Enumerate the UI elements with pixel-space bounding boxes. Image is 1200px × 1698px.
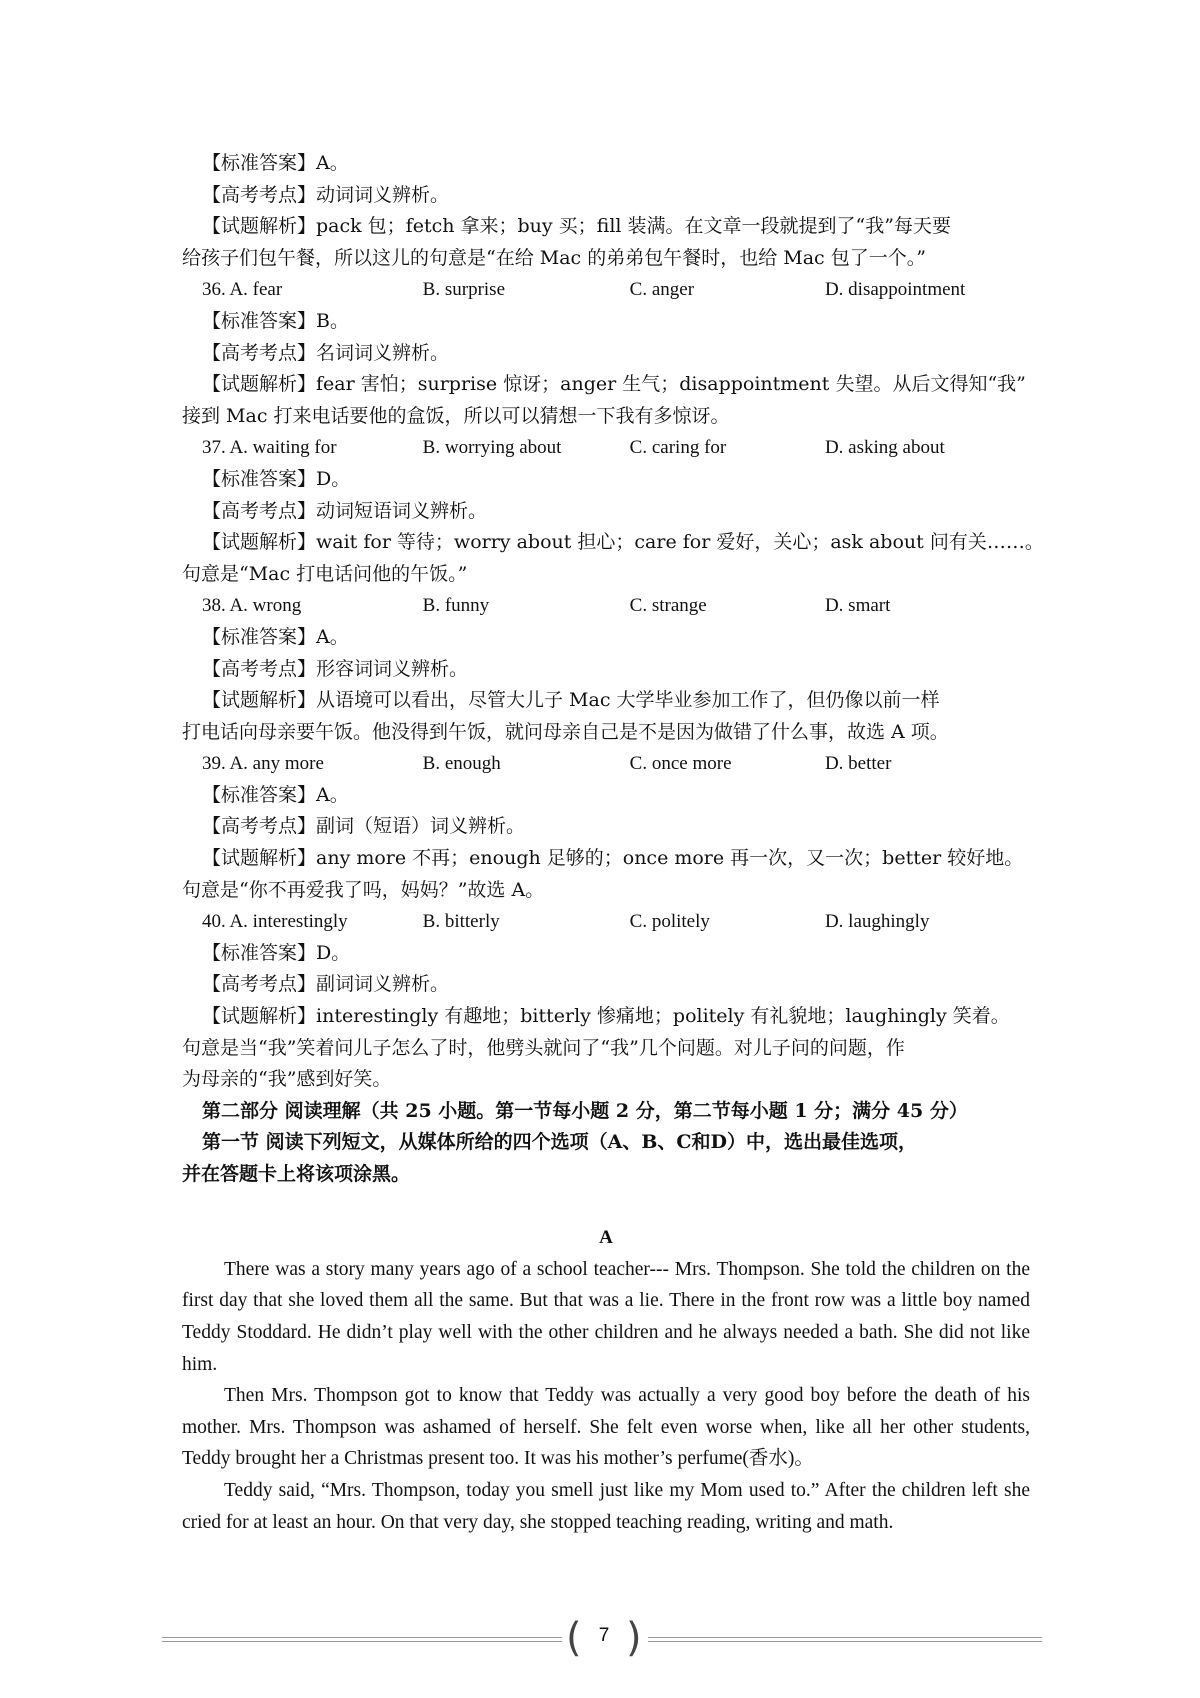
passage-heading: A [599, 1227, 613, 1249]
explanation-line: 【高考考点】副词（短语）词义辨析。 [202, 815, 526, 838]
question-options-row [182, 274, 1030, 306]
option-1: B. enough [422, 753, 501, 775]
option-2: C. strange [629, 595, 707, 617]
option-1: B. bitterly [422, 911, 500, 933]
passage-paragraph: There was a story many years ago of a school teacher--- Mrs. Thompson. She told the children on the first day that she loved them all the same. But that was a lie. There in the front row was a little boy named Teddy Stoddard. He didn’t play well with the other children and he always needed a bath. She did not like him. [182, 1258, 1030, 1375]
explanation-line: 打电话向母亲要午饭。他没得到午饭，就问母亲自己是不是因为做错了什么事，故选 A 项。 [182, 720, 949, 743]
explanation-line: 【高考考点】名词词义辨析。 [202, 341, 450, 364]
option-1: B. surprise [422, 279, 505, 301]
option-0: 38. A. wrong [202, 595, 302, 617]
explanation-line: 【试题解析】wait for 等待；worry about 担心；care for 爱好，关心；ask about 问有关……。 [202, 531, 1044, 554]
section-instruction: 第二部分 阅读理解（共 25 小题。第一节每小题 2 分，第二节每小题 1 分；满分 45 分） [202, 1099, 968, 1122]
option-3: D. disappointment [824, 279, 966, 301]
explanation-line: 【高考考点】形容词词义辨析。 [202, 657, 469, 680]
reading-passage [182, 1254, 1030, 1538]
explanation-line: 句意是当“我”笑着问儿子怎么了时，他劈头就问了“我”几个问题。对儿子问的问题，作 [182, 1036, 905, 1059]
explanation-line: 【高考考点】副词词义辨析。 [202, 973, 450, 996]
spacer [182, 1191, 1030, 1223]
option-1: B. worrying about [422, 437, 562, 459]
explanation-line: 给孩子们包午餐，所以这儿的句意是“在给 Mac 的弟弟包午餐时，也给 Mac 包了一个。” [182, 246, 926, 269]
section-instruction: 第一节 阅读下列短文，从媒体所给的四个选项（A、B、C和D）中，选出最佳选项， [202, 1131, 918, 1154]
explanation-line: 【标准答案】A。 [202, 152, 349, 174]
option-2: C. anger [629, 279, 695, 301]
option-2: C. once more [629, 753, 732, 775]
option-0: 37. A. waiting for [202, 437, 337, 459]
explanation-line: 【试题解析】从语境可以看出，尽管大儿子 Mac 大学毕业参加工作了，但仍像以前一样 [202, 689, 940, 712]
explanation-line: 句意是“你不再爱我了吗，妈妈？”故选 A。 [182, 878, 545, 901]
option-3: D. asking about [824, 437, 945, 459]
footer-bracket-left: ( [566, 1615, 582, 1661]
explanation-line: 【试题解析】pack 包；fetch 拿来；buy 买；fill 装满。在文章一段就提到了“我”每天要 [202, 215, 951, 238]
page-footer [162, 1615, 1042, 1661]
option-0: 36. A. fear [202, 279, 283, 301]
question-options-row [182, 748, 1030, 780]
explanation-line: 【标准答案】B。 [202, 309, 349, 332]
explanation-list [182, 148, 1044, 1191]
explanation-line: 接到 Mac 打来电话要他的盒饭，所以可以猜想一下我有多惊讶。 [182, 404, 730, 427]
footer-rule-left [162, 1637, 562, 1642]
passage-paragraph: Teddy said, “Mrs. Thompson, today you smell just like my Mom used to.” After the children left she cried for at least an hour. On that very day, she stopped teaching reading, writing and math. [182, 1479, 1030, 1533]
option-1: B. funny [422, 595, 490, 617]
explanation-line: 为母亲的“我”感到好笑。 [182, 1068, 392, 1091]
passage-paragraph: Then Mrs. Thompson got to know that Teddy was actually a very good boy before the death of his mother. Mrs. Thompson was ashamed of herself. She felt even worse when, like all her other students, Teddy brought her a Christmas present too. It was his mother’s perfume(香水)。 [182, 1385, 1030, 1470]
option-0: 40. A. interestingly [202, 911, 348, 933]
explanation-line: 【标准答案】D。 [202, 941, 351, 964]
section-instruction: 并在答题卡上将该项涂黑。 [182, 1163, 411, 1185]
option-2: C. politely [629, 911, 710, 933]
explanation-line: 句意是“Mac 打电话问他的午饭。” [182, 562, 468, 585]
explanation-line: 【试题解析】fear 害怕；surprise 惊讶；anger 生气；disappointment 失望。从后文得知“我” [202, 373, 1026, 396]
option-3: D. laughingly [824, 911, 930, 933]
answer-explanations [182, 148, 1044, 1538]
explanation-line: 【高考考点】动词短语词义辨析。 [202, 499, 488, 522]
question-options-row [182, 590, 1030, 622]
question-options-row [182, 906, 1030, 938]
footer-rule-right [648, 1637, 1042, 1642]
option-2: C. caring for [629, 437, 727, 459]
explanation-line: 【标准答案】D。 [202, 467, 351, 490]
explanation-line: 【试题解析】any more 不再；enough 足够的；once more 再一次，又一次；better 较好地。 [202, 847, 1024, 870]
explanation-line: 【试题解析】interestingly 有趣地；bitterly 惨痛地；politely 有礼貌地；laughingly 笑着。 [202, 1005, 1010, 1028]
option-3: D. smart [824, 595, 891, 617]
explanation-line: 【标准答案】A。 [202, 783, 349, 806]
explanation-line: 【标准答案】A。 [202, 625, 349, 648]
explanation-line: 【高考考点】动词词义辨析。 [202, 183, 450, 206]
question-options-row [182, 432, 1030, 464]
footer-bracket-right: ) [626, 1615, 642, 1661]
page-number: 7 [598, 1625, 610, 1646]
option-3: D. better [824, 753, 892, 775]
option-0: 39. A. any more [202, 753, 324, 775]
